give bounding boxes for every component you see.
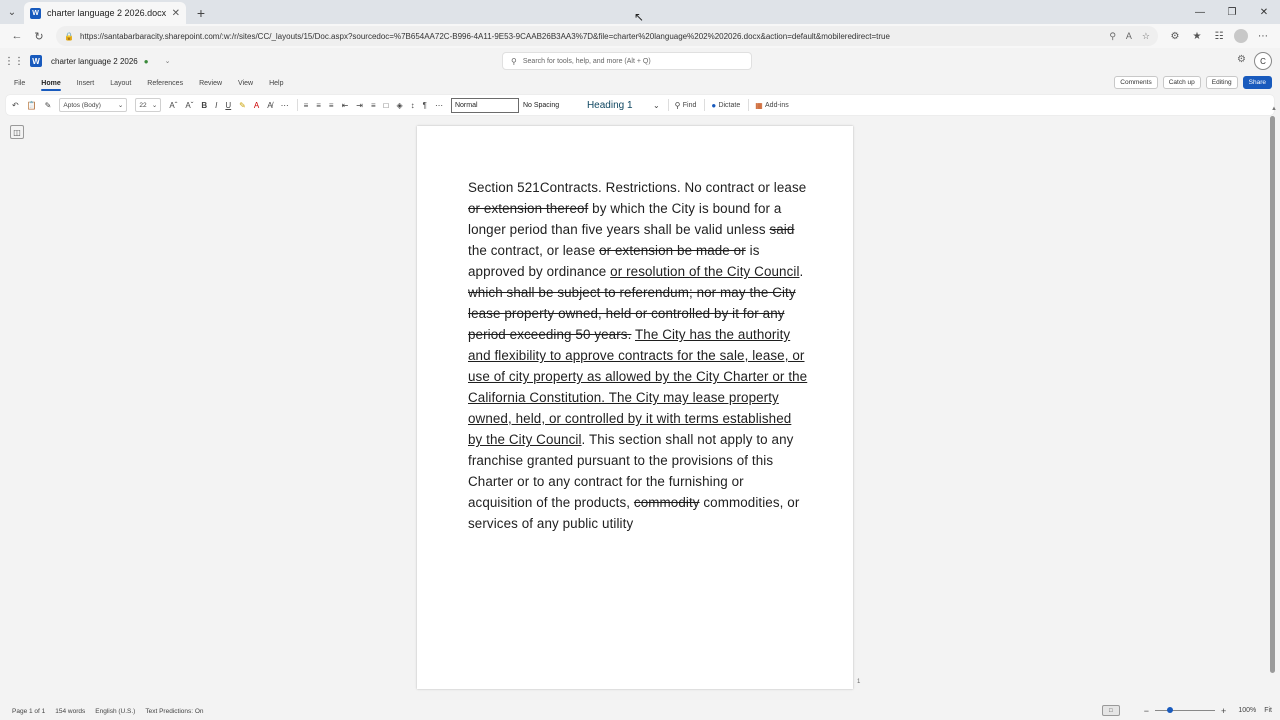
scrollbar[interactable] [1269, 116, 1275, 676]
catch-up-button[interactable] [1163, 76, 1201, 89]
deleted-text[interactable]: or extension be made or [599, 243, 746, 258]
style-heading-1[interactable]: Heading 1 [586, 99, 633, 111]
inserted-text[interactable]: The City has the authority and flexibility to approve contracts for the sale, lease, or use of city property as allowed by the City Charter or the California Constitution. The City may lease property owned, held, or controlled by it with terms established by the City Council [468, 327, 808, 447]
saved-status-icon: ● [143, 56, 149, 66]
more-font-icon[interactable]: ⋯ [280, 100, 289, 110]
tab-insert[interactable]: Insert [76, 79, 95, 87]
navigation-pane-icon[interactable]: ◫ [10, 125, 24, 139]
fit-button[interactable]: Fit [1264, 707, 1272, 714]
share-label: Share [1248, 79, 1266, 86]
borders-icon[interactable]: □ [383, 100, 389, 110]
document-page[interactable] [417, 126, 853, 689]
maximize-icon[interactable]: ❐ [1227, 6, 1237, 18]
multilevel-list-icon[interactable]: ≡ [328, 100, 334, 110]
url-text[interactable]: https://santabarbaracity.sharepoint.com/:w:/r/sites/CC/_layouts/15/Doc.aspx?sourcedoc=%7B654AA72C-B996-4A11-9E53-9CAAB26B3AA3%7D&file=charter%20language%202%202026.docx&action=default&mobileredirect=true [79, 31, 890, 41]
clipboard-icon[interactable]: 📋 [26, 100, 37, 110]
doc-name-chevron-icon[interactable]: ⌄ [164, 58, 171, 65]
search-placeholder: Search for tools, help, and more (Alt + Q) [522, 57, 651, 65]
increase-indent-icon[interactable]: ⇥ [356, 100, 363, 110]
tab-home[interactable]: Home [41, 79, 61, 87]
inserted-text[interactable]: or resolution of the City Council [610, 264, 800, 279]
address-bar[interactable] [56, 26, 1158, 46]
font-size-select[interactable] [135, 98, 161, 112]
settings-gear-icon[interactable]: ⚙ [1237, 54, 1246, 65]
browser-tab[interactable] [24, 2, 186, 24]
font-name-value: Aptos (Body) [63, 101, 101, 109]
align-icon[interactable]: ≡ [370, 100, 376, 110]
zoom-in-icon[interactable]: + [1221, 705, 1227, 716]
comments-button[interactable] [1114, 76, 1157, 89]
tab-view[interactable]: View [238, 79, 254, 87]
style-normal[interactable]: Normal [451, 98, 519, 113]
editing-label: Editing [1211, 79, 1232, 86]
deleted-text[interactable]: which shall be subject to referendum; nor may the City lease property owned, held or controlled by it for any period exceeding 50 years. [468, 285, 796, 342]
deleted-text[interactable]: commodity [633, 495, 700, 510]
mouse-cursor-icon: ↖ [634, 10, 645, 24]
body-text[interactable]: by which the City is bound for a longer period than five years shall be valid unless [468, 201, 782, 237]
numbering-icon[interactable]: ≡ [316, 100, 321, 110]
document-name[interactable]: charter language 2 2026 [51, 56, 138, 66]
extensions-icon[interactable]: ⚙ [1170, 30, 1180, 42]
divider [668, 99, 669, 111]
shrink-font-icon[interactable]: Aˇ [185, 100, 194, 110]
search-input[interactable] [502, 52, 752, 70]
status-bar [0, 702, 1280, 720]
body-text[interactable]: . This section shall not apply to any franchise granted pursuant to the provisions of this Charter or to any contract for the furnishing or acquisition of the products, [468, 432, 794, 510]
lock-icon: 🔒 [64, 31, 74, 41]
menu-tabs [0, 74, 1280, 92]
style-no-spacing[interactable]: No Spacing [522, 101, 560, 109]
scroll-up-icon[interactable]: ▲ [1271, 106, 1277, 112]
zoom-controls [1102, 705, 1272, 716]
dictate-button[interactable] [711, 101, 740, 110]
microphone-icon: ● [711, 100, 719, 110]
find-label: Find [682, 101, 697, 109]
addins-button[interactable] [755, 101, 789, 110]
tab-review[interactable]: Review [199, 79, 223, 87]
zoom-icon[interactable]: ⚲ [1109, 30, 1116, 41]
body-text[interactable]: Section 521Contracts. Restrictions. No contract or lease [468, 180, 807, 195]
zoom-slider[interactable] [1155, 710, 1215, 711]
new-tab-button[interactable]: + [196, 5, 206, 21]
find-icon: ⚲ [674, 100, 683, 110]
divider [704, 99, 705, 111]
decrease-indent-icon[interactable]: ⇤ [341, 100, 349, 110]
tab-help[interactable]: Help [269, 79, 284, 87]
word-count[interactable]: 154 words [55, 707, 86, 715]
line-spacing-icon[interactable]: ↕ [410, 100, 415, 110]
tab-file[interactable]: File [14, 79, 26, 87]
addins-label: Add-ins [765, 101, 789, 109]
shading-icon[interactable]: ◈ [396, 100, 403, 110]
user-avatar[interactable]: C [1254, 52, 1272, 70]
close-tab-icon[interactable]: ✕ [171, 7, 180, 19]
more-icon[interactable]: ⋯ [1258, 30, 1268, 42]
undo-icon[interactable]: ↶ [12, 100, 19, 110]
more-paragraph-icon[interactable]: ⋯ [434, 100, 443, 110]
zoom-knob[interactable] [1167, 707, 1173, 713]
font-name-select[interactable] [59, 98, 127, 112]
editing-mode-button[interactable] [1206, 76, 1238, 89]
favorite-icon[interactable]: ☆ [1141, 30, 1150, 41]
italic-button[interactable]: I [215, 100, 218, 110]
bullets-icon[interactable]: ≡ [303, 100, 309, 110]
deleted-text[interactable]: or extension thereof [468, 201, 589, 216]
highlight-icon[interactable]: ✎ [239, 100, 246, 110]
refresh-icon[interactable]: ↻ [34, 30, 44, 43]
window-controls [1184, 0, 1280, 24]
word-logo-icon[interactable]: W [30, 55, 42, 67]
minimize-icon[interactable]: — [1195, 6, 1205, 18]
format-painter-icon[interactable]: ✎ [44, 100, 52, 110]
read-aloud-icon[interactable]: A [1125, 31, 1132, 41]
back-icon[interactable]: ← [11, 30, 23, 42]
tab-title: charter language 2 2026.docx [47, 8, 167, 18]
browser-profile-avatar[interactable] [1234, 29, 1248, 43]
dictate-label: Dictate [718, 101, 741, 109]
body-text[interactable]: the contract, or lease [468, 243, 600, 258]
underline-button[interactable]: U [225, 100, 232, 110]
clear-formatting-icon[interactable]: A̸ [267, 100, 273, 110]
print-layout-icon[interactable]: □ [1102, 705, 1120, 716]
tab-references[interactable]: References [147, 79, 184, 87]
language[interactable]: English (U.S.) [95, 707, 136, 715]
styles-chevron-icon[interactable]: ⌄ [652, 100, 660, 110]
font-size-value: 22 [139, 101, 147, 109]
font-color-icon[interactable]: A [253, 100, 260, 110]
bold-button[interactable]: B [201, 100, 208, 110]
divider [297, 99, 298, 111]
home-ribbon [6, 95, 1274, 115]
comments-label: Comments [1120, 79, 1152, 86]
divider [748, 99, 749, 111]
collections-icon[interactable]: ☷ [1214, 30, 1224, 42]
favorites-icon[interactable]: ★ [1192, 30, 1202, 42]
zoom-value[interactable]: 100% [1238, 707, 1257, 714]
chevron-down-icon: ⌄ [151, 102, 158, 109]
page-count: Page 1 of 1 [12, 707, 46, 715]
paragraph-icon[interactable]: ¶ [422, 100, 427, 110]
word-tab-icon: W [30, 8, 41, 19]
catch-up-label: Catch up [1168, 79, 1195, 86]
page-number: 1 [857, 679, 861, 685]
search-icon: ⚲ [511, 56, 517, 66]
app-launcher-icon[interactable]: ⋮⋮ [4, 55, 24, 67]
deleted-text[interactable]: said [769, 222, 795, 237]
addins-icon: ▦ [755, 100, 766, 110]
tab-list-chevron-icon[interactable]: ⌄ [7, 6, 17, 18]
document-body[interactable] [468, 177, 808, 534]
body-text[interactable]: is approved by ordinance [468, 243, 760, 279]
menu-right-actions [1109, 76, 1272, 89]
chevron-down-icon: ⌄ [117, 102, 124, 109]
tab-layout[interactable]: Layout [110, 79, 132, 87]
text-predictions[interactable]: Text Predictions: On [145, 707, 204, 715]
body-text[interactable]: commodities, or services of any public utility [468, 495, 800, 531]
close-window-icon[interactable]: ✕ [1259, 6, 1269, 18]
body-text[interactable]: . [799, 264, 804, 279]
address-row [0, 24, 1280, 48]
share-button[interactable] [1243, 76, 1272, 89]
scroll-thumb[interactable] [1270, 116, 1275, 673]
grow-font-icon[interactable]: Aˆ [169, 100, 178, 110]
find-button[interactable] [675, 101, 697, 110]
word-appbar [0, 48, 1280, 74]
zoom-out-icon[interactable]: − [1143, 705, 1150, 716]
